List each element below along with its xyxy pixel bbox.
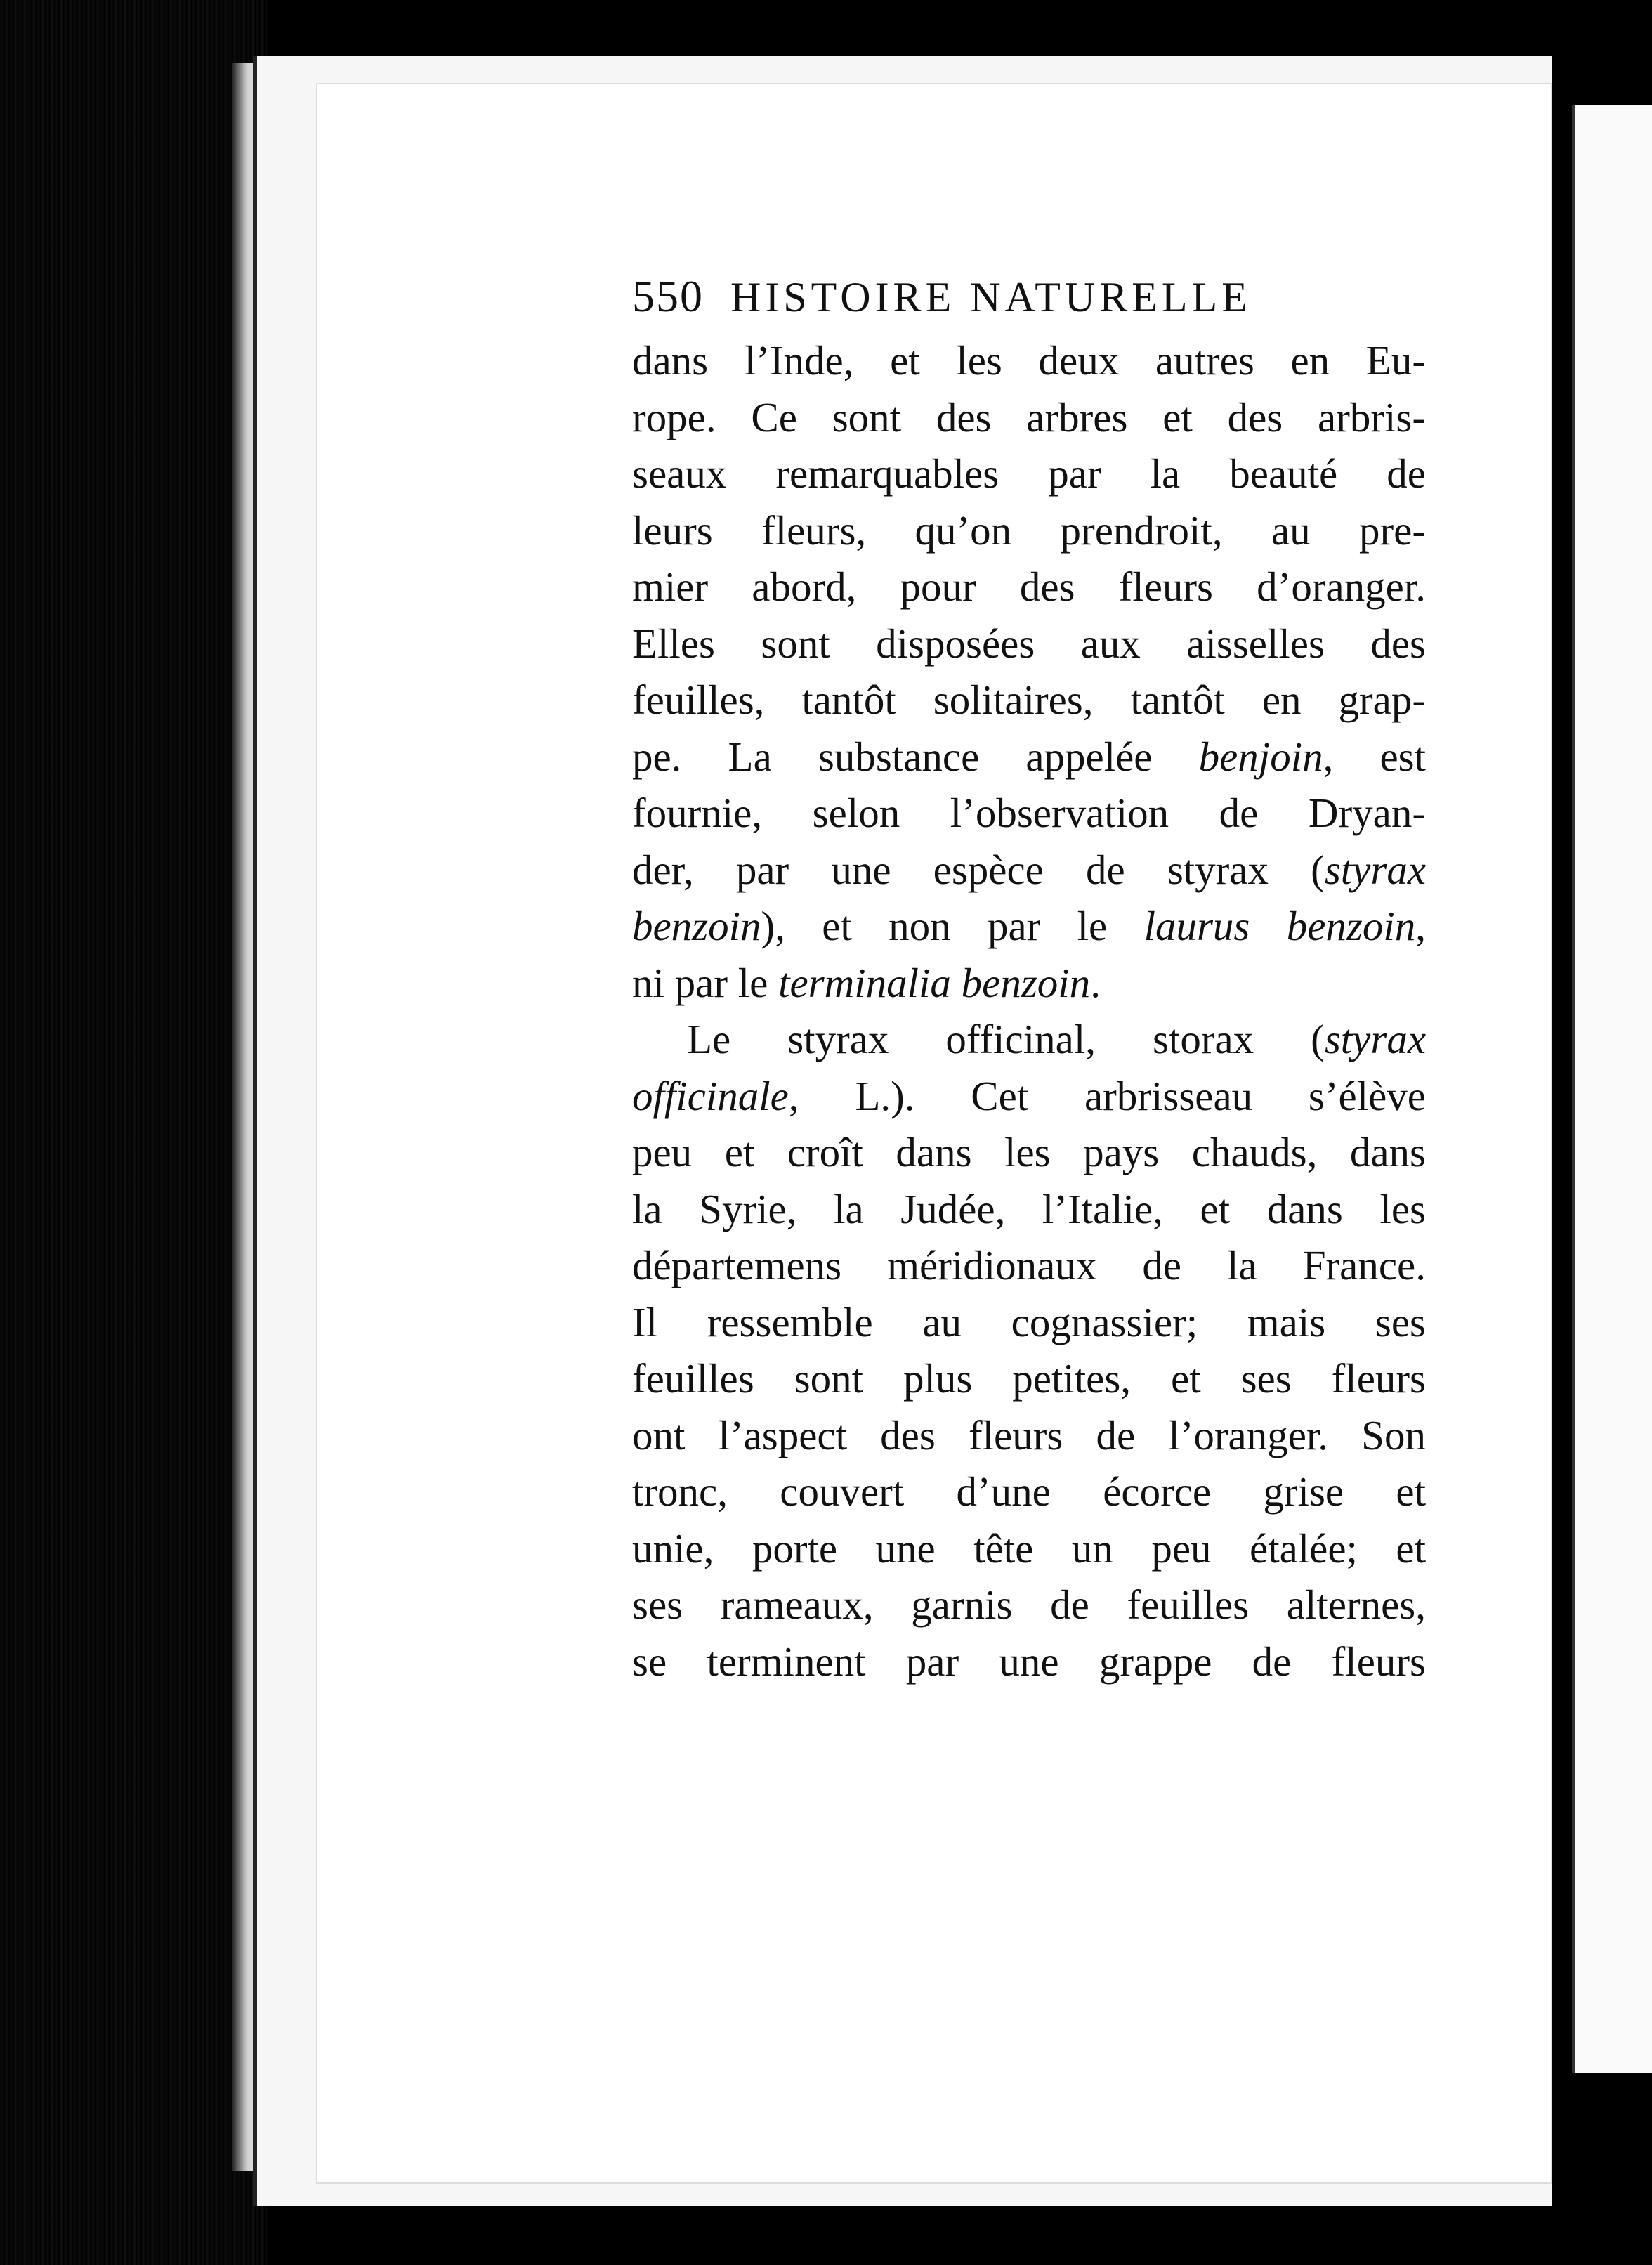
text-segment: ni par le (632, 959, 779, 1006)
text-line (632, 1577, 1426, 1633)
italic-text-segment: officinale (632, 1072, 789, 1119)
text-segment: seaux remarquables par la beauté de (632, 450, 1426, 497)
text-line (632, 1633, 1426, 1690)
text-segment: Le styrax officinal, storax ( (687, 1016, 1325, 1062)
book-spine-edge (0, 0, 267, 2265)
text-line (632, 1350, 1426, 1407)
text-line (632, 955, 1426, 1012)
text-segment: peu et croît dans les pays chauds, dans (632, 1129, 1426, 1175)
text-segment: , est (1323, 733, 1426, 780)
text-segment: Elles sont disposées aux aisselles des (632, 620, 1426, 667)
body-text (632, 332, 1426, 1690)
text-segment: leurs fleurs, qu’on prendroit, au pre- (632, 507, 1426, 554)
page-number: 550 (632, 271, 704, 321)
next-page-edge (1572, 105, 1652, 2073)
text-segment: . (1090, 959, 1101, 1006)
text-line (632, 332, 1426, 389)
text-segment: se terminent par une grappe de fleurs (632, 1638, 1426, 1685)
text-segment: la Syrie, la Judée, l’Italie, et dans les (632, 1185, 1426, 1232)
text-segment: ), et non par le (761, 903, 1144, 949)
text-line (632, 1011, 1426, 1068)
running-title: HISTOIRE NATURELLE (730, 274, 1252, 320)
italic-text-segment: laurus benzoin (1143, 903, 1416, 949)
text-segment: dans l’Inde, et les deux autres en Eu- (632, 337, 1426, 384)
text-segment: Il ressemble au cognassier; mais ses (632, 1298, 1426, 1345)
text-segment: mier abord, pour des fleurs d’oranger. (632, 563, 1426, 610)
text-line (632, 615, 1426, 672)
italic-text-segment: styrax (1324, 1016, 1426, 1062)
text-segment: unie, porte une tête un peu étalée; et (632, 1525, 1426, 1572)
text-line (632, 672, 1426, 729)
text-line (632, 1124, 1426, 1181)
italic-text-segment: benjoin (1198, 733, 1323, 780)
text-line (632, 1181, 1426, 1238)
text-line (632, 898, 1426, 955)
italic-text-segment: terminalia benzoin (778, 959, 1091, 1006)
text-line (632, 502, 1426, 559)
text-line (632, 1237, 1426, 1294)
text-line (632, 1407, 1426, 1464)
page-text-block (632, 270, 1426, 1690)
text-segment: départemens méridionaux de la France. (632, 1242, 1426, 1288)
italic-text-segment: styrax (1324, 846, 1426, 893)
text-line (632, 559, 1426, 615)
text-line (632, 1068, 1426, 1125)
text-line (632, 785, 1426, 842)
text-segment: feuilles sont plus petites, et ses fleurs (632, 1355, 1426, 1402)
italic-text-segment: benzoin (632, 903, 761, 949)
text-line (632, 1520, 1426, 1577)
text-line (632, 842, 1426, 899)
text-segment: pe. La substance appelée (632, 733, 1199, 780)
text-segment: rope. Ce sont des arbres et des arbris- (632, 393, 1426, 440)
text-segment: der, par une espèce de styrax ( (632, 846, 1325, 893)
text-segment: , (1415, 903, 1426, 949)
text-line (632, 1294, 1426, 1351)
text-line (632, 1463, 1426, 1520)
text-segment: feuilles, tantôt solitaires, tantôt en grap- (632, 677, 1426, 723)
text-line (632, 729, 1426, 785)
text-segment: ont l’aspect des fleurs de l’oranger. Son (632, 1411, 1426, 1458)
text-segment: , L.). Cet arbrisseau s’élève (788, 1072, 1426, 1119)
text-line (632, 445, 1426, 502)
text-segment: tronc, couvert d’une écorce grise et (632, 1468, 1426, 1515)
text-line (632, 389, 1426, 446)
text-segment: fournie, selon l’observation de Dryan- (632, 790, 1426, 836)
text-segment: ses rameaux, garnis de feuilles alternes, (632, 1581, 1426, 1628)
running-header (632, 270, 1426, 332)
